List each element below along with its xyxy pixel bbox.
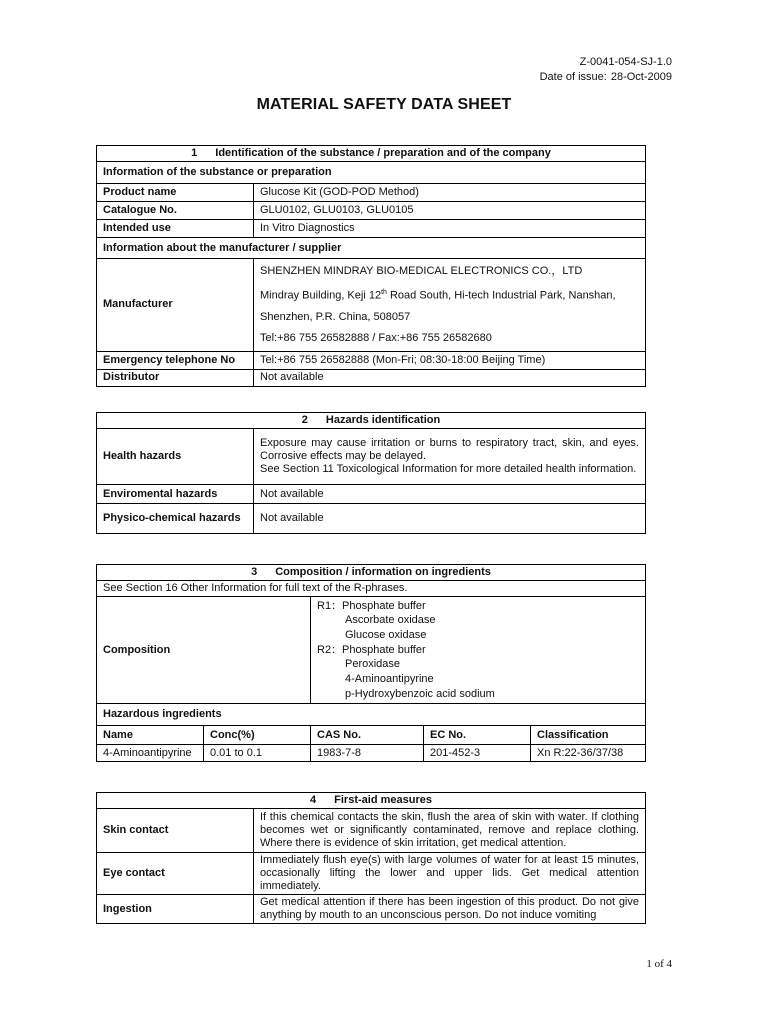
composition-line: 4-Aminoantipyrine [345,673,434,686]
page-title: MATERIAL SAFETY DATA SHEET [256,96,512,113]
table-row [97,745,646,762]
section-title: Composition / information on ingredients [275,566,491,578]
section-4-heading [97,793,646,809]
ingredient-concentration: 0.01 to 0.1 [204,745,311,762]
section-3-heading [97,565,646,581]
ingredient-ec: 201-452-3 [424,745,531,762]
ingredient-classification: Xn R:22-36/37/38 [531,745,646,762]
column-header: Name [97,726,204,745]
section-1-heading [97,146,646,162]
manufacturer-name: SHENZHEN MINDRAY BIO-MEDICAL ELECTRONICS CO.，LTD [260,265,583,277]
hazardous-ingredients-subheading: Hazardous ingredients [97,704,646,726]
eye-contact-label: Eye contact [97,853,254,895]
section-3-table [96,564,646,762]
section-title: Identification of the substance / preparation and of the company [215,147,551,159]
skin-contact-value: If this chemical contacts the skin, flush the area of skin with water. If clothing becomes wet or significantly contaminated, remove and replace clothing. Where there is evidence of skin irritation, get medical attention. [254,809,646,853]
section-number: 4 [310,794,317,806]
substance-info-subheading: Information of the substance or preparation [97,162,646,184]
manufacturer-address: Mindray Building, Keji 12th Road South, Hi-tech Industrial Park, Nanshan, [260,289,616,302]
column-header: EC No. [424,726,531,745]
product-name-label: Product name [97,184,254,202]
r-phrases-note: See Section 16 Other Information for full text of the R-phrases. [97,581,646,597]
section-number: 3 [251,566,258,578]
catalogue-value: GLU0102, GLU0103, GLU0105 [254,202,646,220]
ingredient-cas: 1983-7-8 [311,745,424,762]
composition-line: p-Hydroxybenzoic acid sodium [345,687,495,700]
intended-use-value: In Vitro Diagnostics [254,220,646,238]
section-number: 2 [301,414,308,426]
environmental-hazards-label: Enviromental hazards [97,485,254,504]
section-2-heading [97,413,646,429]
distributor-value: Not available [254,369,646,386]
distributor-label: Distributor [97,369,254,386]
manufacturer-info-subheading: Information about the manufacturer / supplier [97,238,646,259]
manufacturer-phone: Tel:+86 755 26582888 / Fax:+86 755 26582680 [260,331,492,344]
section-title: First-aid measures [334,794,432,806]
composition-label: Composition [97,597,311,704]
manufacturer-city: Shenzhen, P.R. China, 508057 [260,310,411,323]
ingredient-name: 4-Aminoantipyrine [97,745,204,762]
section-title: Hazards identification [325,414,441,426]
environmental-hazards-value: Not available [254,485,646,504]
health-hazards-text-1: Exposure may cause irritation or burns to respiratory tract, skin, and eyes. Corrosive effects may be delayed. [260,437,639,462]
catalogue-label: Catalogue No. [97,202,254,220]
composition-line: Ascorbate oxidase [345,614,436,627]
issue-date-value: 28-Oct-2009 [610,71,672,83]
column-header: Classification [531,726,646,745]
composition-value [311,597,646,704]
health-hazards-value [254,429,646,485]
physico-chemical-hazards-value: Not available [254,504,646,534]
ingestion-label: Ingestion [97,895,254,924]
composition-line: Glucose oxidase [345,628,427,641]
composition-line: R2：Phosphate buffer [317,643,426,656]
section-number: 1 [191,147,198,159]
issue-date [536,71,672,83]
intended-use-label: Intended use [97,220,254,238]
eye-contact-value: Immediately flush eye(s) with large volumes of water for at least 15 minutes, occasionally lifting the lower and upper lids. Get medical attention immediately. [254,853,646,895]
page-number: 1 of 4 [646,958,672,970]
column-header: Conc(%) [204,726,311,745]
section-1-table [96,145,646,387]
section-2-table [96,412,646,534]
physico-chemical-hazards-label: Physico-chemical hazards [97,504,254,534]
skin-contact-label: Skin contact [97,809,254,853]
health-hazards-label: Health hazards [97,429,254,485]
ingestion-value: Get medical attention if there has been ingestion of this product. Do not give anything by mouth to an unconscious person. Do not induce vomiting [254,895,646,924]
emergency-value: Tel:+86 755 26582888 (Mon-Fri; 08:30-18:00 Beijing Time) [254,351,646,369]
health-hazards-text-2: See Section 11 Toxicological Information for more detailed health information. [260,463,637,475]
manufacturer-value [254,259,646,352]
column-header: CAS No. [311,726,424,745]
composition-line: R1：Phosphate buffer [317,599,426,612]
ingredients-header-row [97,726,646,745]
manufacturer-label: Manufacturer [97,259,254,352]
document-code: Z-0041-054-SJ-1.0 [579,56,672,68]
section-4-table [96,792,646,924]
product-name-value: Glucose Kit (GOD-POD Method) [254,184,646,202]
composition-line: Peroxidase [345,658,401,671]
issue-date-label: Date of issue: [539,71,607,83]
emergency-label: Emergency telephone No [97,351,254,369]
